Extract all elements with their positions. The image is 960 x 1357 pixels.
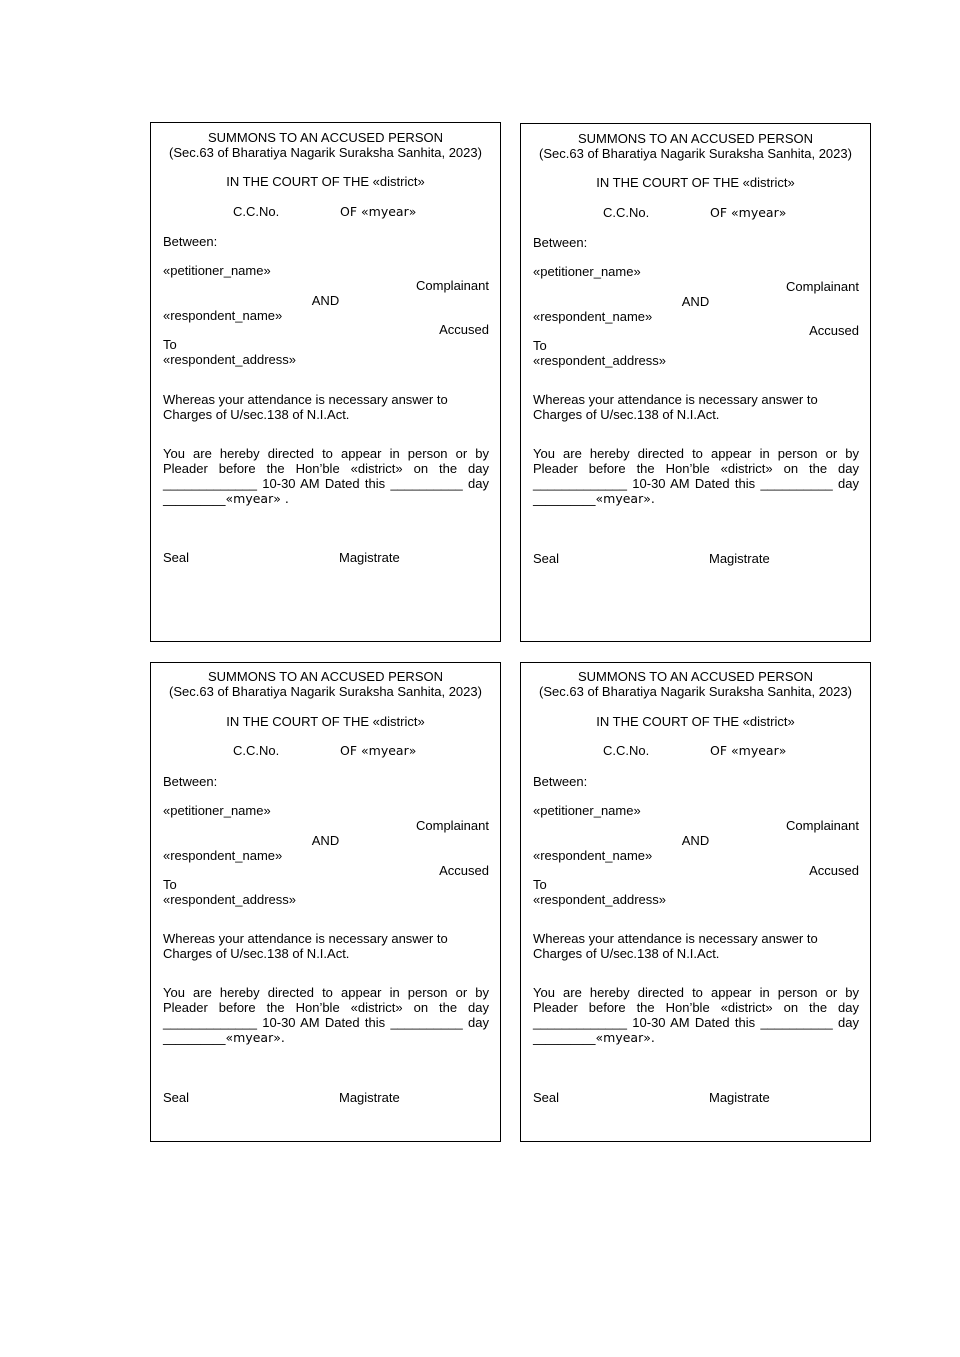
- case-year: OF «myear»: [340, 743, 417, 758]
- directed-line-4: __________«myear» .: [163, 491, 289, 506]
- respondent-address: «respondent_address»: [533, 892, 666, 907]
- court-name: IN THE COURT OF THE «district»: [226, 174, 425, 189]
- summons-form-bottom-right: [520, 662, 871, 1142]
- form-section: (Sec.63 of Bharatiya Nagarik Suraksha Sanhita, 2023): [539, 146, 852, 161]
- summons-form-top-left: [150, 122, 501, 642]
- directed-line-2: Pleader before the Hon’ble «district» on the day: [163, 461, 489, 476]
- between-label: Between:: [533, 235, 588, 250]
- respondent-address: «respondent_address»: [533, 353, 666, 368]
- form-section: (Sec.63 of Bharatiya Nagarik Suraksha Sanhita, 2023): [539, 684, 852, 699]
- to-label: To: [163, 877, 177, 892]
- directed-line-1: You are hereby directed to appear in person or by: [163, 985, 489, 1000]
- form-section: (Sec.63 of Bharatiya Nagarik Suraksha Sanhita, 2023): [169, 145, 482, 160]
- petitioner-name: «petitioner_name»: [163, 803, 271, 818]
- directed-line-1: You are hereby directed to appear in person or by: [533, 446, 859, 461]
- accused-label: Accused: [439, 863, 489, 878]
- form-section: (Sec.63 of Bharatiya Nagarik Suraksha Sanhita, 2023): [169, 684, 482, 699]
- to-label: To: [533, 338, 547, 353]
- whereas-line-1: Whereas your attendance is necessary answer to: [533, 392, 818, 407]
- court-name: IN THE COURT OF THE «district»: [596, 714, 795, 729]
- magistrate-label: Magistrate: [709, 1090, 770, 1105]
- and-label: AND: [681, 294, 710, 309]
- case-number-label: C.C.No.: [603, 743, 650, 758]
- whereas-line-2: Charges of U/sec.138 of N.I.Act.: [533, 946, 720, 961]
- form-title: SUMMONS TO AN ACCUSED PERSON: [207, 669, 443, 684]
- to-label: To: [533, 877, 547, 892]
- directed-line-1: You are hereby directed to appear in person or by: [533, 985, 859, 1000]
- accused-label: Accused: [439, 322, 489, 337]
- whereas-line-2: Charges of U/sec.138 of N.I.Act.: [533, 407, 720, 422]
- case-year: OF «myear»: [710, 743, 787, 758]
- complainant-label: Complainant: [786, 279, 859, 294]
- respondent-name: «respondent_name»: [533, 848, 653, 863]
- between-label: Between:: [163, 234, 218, 249]
- magistrate-label: Magistrate: [709, 551, 770, 566]
- whereas-line-2: Charges of U/sec.138 of N.I.Act.: [163, 407, 350, 422]
- directed-line-4: __________«myear».: [533, 1030, 655, 1045]
- case-number-label: C.C.No.: [233, 743, 280, 758]
- complainant-label: Complainant: [786, 818, 859, 833]
- complainant-label: Complainant: [416, 818, 489, 833]
- directed-line-2: Pleader before the Hon’ble «district» on the day: [533, 1000, 859, 1015]
- and-label: AND: [311, 833, 340, 848]
- whereas-line-2: Charges of U/sec.138 of N.I.Act.: [163, 946, 350, 961]
- complainant-label: Complainant: [416, 278, 489, 293]
- between-label: Between:: [533, 774, 588, 789]
- to-label: To: [163, 337, 177, 352]
- magistrate-label: Magistrate: [339, 1090, 400, 1105]
- directed-line-3: _____________ 10-30 AM Dated this __________ day: [533, 476, 859, 491]
- and-label: AND: [311, 293, 340, 308]
- respondent-name: «respondent_name»: [163, 308, 283, 323]
- between-label: Between:: [163, 774, 218, 789]
- seal-label: Seal: [163, 550, 190, 565]
- seal-label: Seal: [533, 1090, 560, 1105]
- respondent-address: «respondent_address»: [163, 352, 296, 367]
- petitioner-name: «petitioner_name»: [163, 263, 271, 278]
- directed-line-2: Pleader before the Hon’ble «district» on the day: [533, 461, 859, 476]
- petitioner-name: «petitioner_name»: [533, 803, 641, 818]
- summons-form-bottom-left: [150, 662, 501, 1142]
- directed-line-3: _____________ 10-30 AM Dated this __________ day: [163, 1015, 489, 1030]
- directed-line-4: __________«myear».: [163, 1030, 285, 1045]
- whereas-line-1: Whereas your attendance is necessary answer to: [533, 931, 818, 946]
- respondent-name: «respondent_name»: [163, 848, 283, 863]
- respondent-name: «respondent_name»: [533, 309, 653, 324]
- seal-label: Seal: [163, 1090, 190, 1105]
- summons-form-top-right: [520, 123, 871, 642]
- petitioner-name: «petitioner_name»: [533, 264, 641, 279]
- form-title: SUMMONS TO AN ACCUSED PERSON: [577, 131, 813, 146]
- case-number-label: C.C.No.: [603, 205, 650, 220]
- respondent-address: «respondent_address»: [163, 892, 296, 907]
- accused-label: Accused: [809, 863, 859, 878]
- form-title: SUMMONS TO AN ACCUSED PERSON: [577, 669, 813, 684]
- form-title: SUMMONS TO AN ACCUSED PERSON: [207, 130, 443, 145]
- case-number-label: C.C.No.: [233, 204, 280, 219]
- whereas-line-1: Whereas your attendance is necessary answer to: [163, 931, 448, 946]
- case-year: OF «myear»: [340, 204, 417, 219]
- case-year: OF «myear»: [710, 205, 787, 220]
- and-label: AND: [681, 833, 710, 848]
- directed-line-1: You are hereby directed to appear in person or by: [163, 446, 489, 461]
- directed-line-4: __________«myear».: [533, 491, 655, 506]
- accused-label: Accused: [809, 323, 859, 338]
- court-name: IN THE COURT OF THE «district»: [596, 175, 795, 190]
- directed-line-2: Pleader before the Hon’ble «district» on the day: [163, 1000, 489, 1015]
- directed-line-3: _____________ 10-30 AM Dated this __________ day: [533, 1015, 859, 1030]
- seal-label: Seal: [533, 551, 560, 566]
- court-name: IN THE COURT OF THE «district»: [226, 714, 425, 729]
- directed-line-3: _____________ 10-30 AM Dated this __________ day: [163, 476, 489, 491]
- magistrate-label: Magistrate: [339, 550, 400, 565]
- whereas-line-1: Whereas your attendance is necessary answer to: [163, 392, 448, 407]
